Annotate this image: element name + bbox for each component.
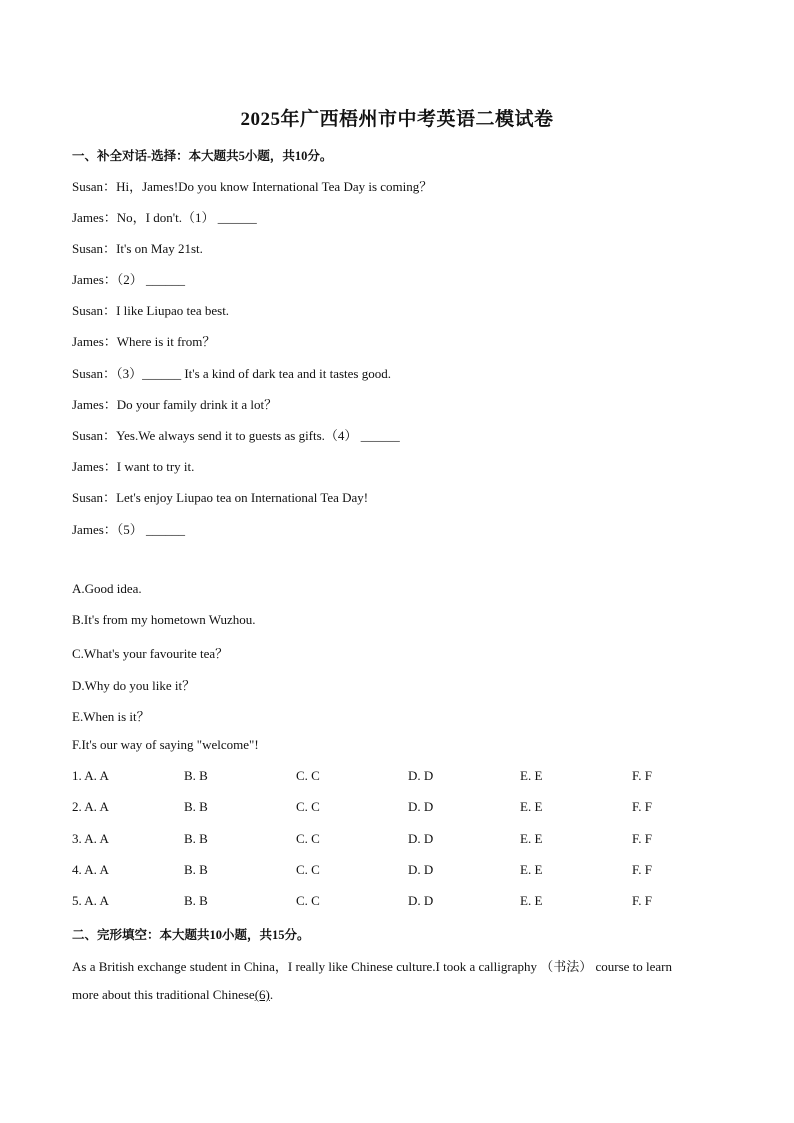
option-c[interactable]: C. C [296, 893, 320, 908]
question-option-row [72, 799, 722, 817]
speaker: James： [72, 459, 117, 474]
option-e[interactable]: E. E [520, 768, 543, 783]
option-a[interactable]: 3. A. A [72, 831, 109, 846]
speaker: Susan： [72, 366, 117, 381]
choice-item: A.Good idea. [72, 581, 142, 596]
answer-blank[interactable]: ______ [146, 522, 186, 537]
choice-item: B.It's from my hometown Wuzhou. [72, 612, 256, 627]
option-d[interactable]: D. D [408, 862, 434, 877]
blank-number[interactable]: (6) [254, 987, 270, 1002]
choice-item: E.When is it？ [72, 709, 150, 724]
dialogue-line [72, 176, 432, 195]
option-d[interactable]: D. D [408, 893, 434, 908]
option-b[interactable]: B. B [184, 768, 208, 783]
option-d[interactable]: D. D [408, 799, 434, 814]
utterance: Yes.We always send it to guests as gifts.（4） [116, 428, 358, 443]
utterance: （5） [116, 522, 143, 537]
option-b[interactable]: B. B [184, 893, 208, 908]
section-heading-2: 二、完形填空：本大题共10小题，共15分。 [72, 928, 310, 942]
option-b[interactable]: B. B [184, 862, 208, 877]
utterance: It's on May 21st. [116, 241, 203, 256]
option-c[interactable]: C. C [296, 862, 320, 877]
dialogue-line [72, 456, 194, 475]
speaker: James： [72, 210, 117, 225]
option-a[interactable]: 5. A. A [72, 893, 109, 908]
option-b[interactable]: B. B [184, 831, 208, 846]
passage-line: As a British exchange student in China，I really like Chinese culture.I took a calligraphy （书法） course to learn [72, 959, 673, 974]
dialogue-line [72, 425, 400, 444]
option-e[interactable]: E. E [520, 831, 543, 846]
dialogue-line [72, 363, 391, 382]
page-title: 2025年广西梧州市中考英语二模试卷 [240, 109, 554, 130]
option-f[interactable]: F. F [632, 799, 652, 814]
option-f[interactable]: F. F [632, 893, 652, 908]
option-f[interactable]: F. F [632, 831, 652, 846]
speaker: Susan： [72, 428, 117, 443]
option-d[interactable]: D. D [408, 768, 434, 783]
question-option-row [72, 893, 722, 911]
dialogue-line [72, 331, 215, 350]
option-f[interactable]: F. F [632, 768, 652, 783]
dialogue-line [72, 207, 257, 226]
option-e[interactable]: E. E [520, 893, 543, 908]
choice-item: D.Why do you like it？ [72, 678, 196, 693]
answer-blank[interactable]: ______ [217, 210, 257, 225]
dialogue-line [72, 519, 185, 538]
option-f[interactable]: F. F [632, 862, 652, 877]
utterance: Hi，James!Do you know International Tea Day is coming？ [116, 179, 433, 194]
option-c[interactable]: C. C [296, 768, 320, 783]
utterance: Where is it from？ [116, 334, 216, 349]
utterance: I like Liupao tea best. [116, 303, 230, 318]
speaker: Susan： [72, 490, 117, 505]
speaker: James： [72, 397, 117, 412]
dialogue-line [72, 238, 203, 257]
speaker: Susan： [72, 179, 117, 194]
utterance: Do your family drink it a lot？ [116, 397, 278, 412]
speaker: James： [72, 334, 117, 349]
speaker: Susan： [72, 303, 117, 318]
option-a[interactable]: 1. A. A [72, 768, 109, 783]
dialogue-line [72, 300, 229, 319]
answer-blank[interactable]: ______ [146, 272, 186, 287]
dialogue-line [72, 487, 368, 506]
option-a[interactable]: 4. A. A [72, 862, 109, 877]
question-option-row [72, 862, 722, 880]
answer-blank[interactable]: ______ [360, 428, 400, 443]
utterance: No，I don't.（1） [116, 210, 215, 225]
utterance: （3）______ It's a kind of dark tea and it tastes good. [116, 366, 391, 381]
option-b[interactable]: B. B [184, 799, 208, 814]
choice-item: C.What's your favourite tea？ [72, 646, 229, 661]
passage-text: more about this traditional Chinese [72, 987, 255, 1002]
option-d[interactable]: D. D [408, 831, 434, 846]
dialogue-line [72, 394, 277, 413]
option-c[interactable]: C. C [296, 799, 320, 814]
speaker: Susan： [72, 241, 117, 256]
option-e[interactable]: E. E [520, 799, 543, 814]
utterance: Let's enjoy Liupao tea on International Tea Day! [116, 490, 369, 505]
speaker: James： [72, 272, 117, 287]
option-c[interactable]: C. C [296, 831, 320, 846]
passage-text: . [269, 987, 274, 1002]
option-e[interactable]: E. E [520, 862, 543, 877]
option-a[interactable]: 2. A. A [72, 799, 109, 814]
utterance: （2） [116, 272, 143, 287]
dialogue-line [72, 269, 185, 288]
choice-item: F.It's our way of saying "welcome"! [72, 737, 259, 752]
utterance: I want to try it. [116, 459, 195, 474]
question-option-row [72, 831, 722, 849]
passage-line [72, 987, 273, 1003]
question-option-row [72, 768, 722, 786]
speaker: James： [72, 522, 117, 537]
section-heading-1: 一、补全对话-选择：本大题共5小题，共10分。 [72, 149, 333, 163]
